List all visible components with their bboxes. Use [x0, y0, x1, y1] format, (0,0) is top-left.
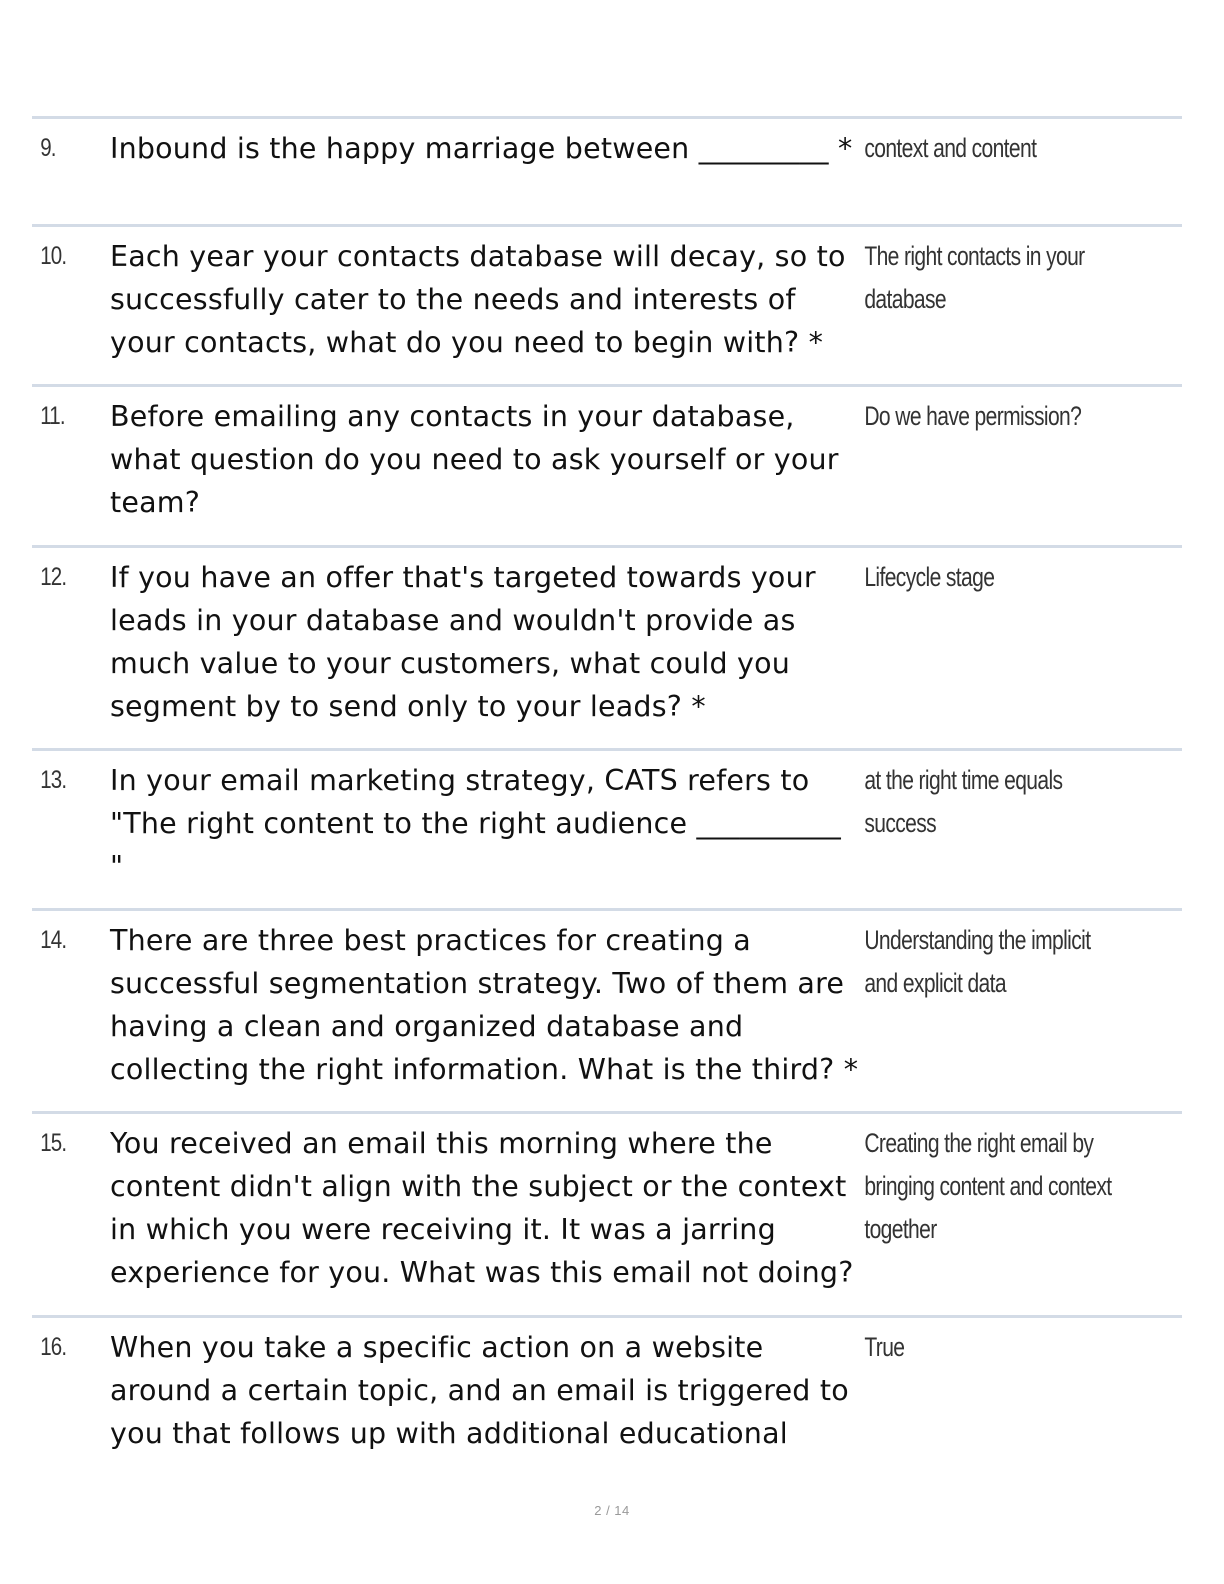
question-row-14	[32, 911, 1182, 1114]
question-number: 13.	[40, 766, 67, 794]
question-row-16	[32, 1318, 1182, 1458]
question-number: 14.	[40, 926, 67, 954]
answer-text: True	[864, 1332, 905, 1362]
question-text: Inbound is the happy marriage between _________ *	[110, 132, 853, 165]
question-text: Each year your contacts database will decay, so to successfully cater to the needs and interests of your contacts, what do you need to begin with? *	[110, 240, 846, 359]
question-text: You received an email this morning where the content didn't align with the subject or the context in which you were receiving it. It was a jarring experience for you. What was this email not doing?	[110, 1127, 854, 1289]
answer-text: Do we have permission?	[864, 401, 1082, 431]
question-number: 12.	[40, 563, 67, 591]
answer-text: at the right time equals success	[864, 765, 1063, 838]
question-text: There are three best practices for creating a successful segmentation strategy. Two of them are having a clean and organized database and collecting the right information. What is the third? *	[110, 924, 859, 1086]
question-row-11	[32, 387, 1182, 548]
question-row-12	[32, 548, 1182, 751]
question-number: 9.	[40, 134, 56, 162]
page-number: 2 / 14	[594, 1503, 630, 1518]
question-text: When you take a specific action on a website around a certain topic, and an email is triggered to you that follows up with additional educational	[110, 1331, 849, 1450]
question-row-13	[32, 751, 1182, 911]
question-text: If you have an offer that's targeted towards your leads in your database and wouldn't provide as much value to your customers, what could you segment by to send only to your leads? *	[110, 561, 816, 723]
question-text: In your email marketing strategy, CATS refers to "The right content to the right audience __________ "	[110, 764, 841, 883]
question-row-9	[32, 119, 1182, 227]
answer-text: The right contacts in your database	[864, 241, 1085, 314]
answer-text: context and content	[864, 133, 1037, 163]
question-number: 15.	[40, 1129, 67, 1157]
answer-text: Understanding the implicit and explicit data	[864, 925, 1091, 998]
question-number: 16.	[40, 1333, 67, 1361]
quiz-answer-table	[32, 116, 1182, 1458]
answer-text: Creating the right email by bringing content and context together	[864, 1128, 1112, 1244]
question-text: Before emailing any contacts in your database, what question do you need to ask yourself or your team?	[110, 400, 839, 519]
answer-text: Lifecycle stage	[864, 562, 995, 592]
question-number: 10.	[40, 242, 67, 270]
question-number: 11.	[40, 402, 65, 430]
question-row-15	[32, 1114, 1182, 1318]
question-row-10	[32, 227, 1182, 387]
